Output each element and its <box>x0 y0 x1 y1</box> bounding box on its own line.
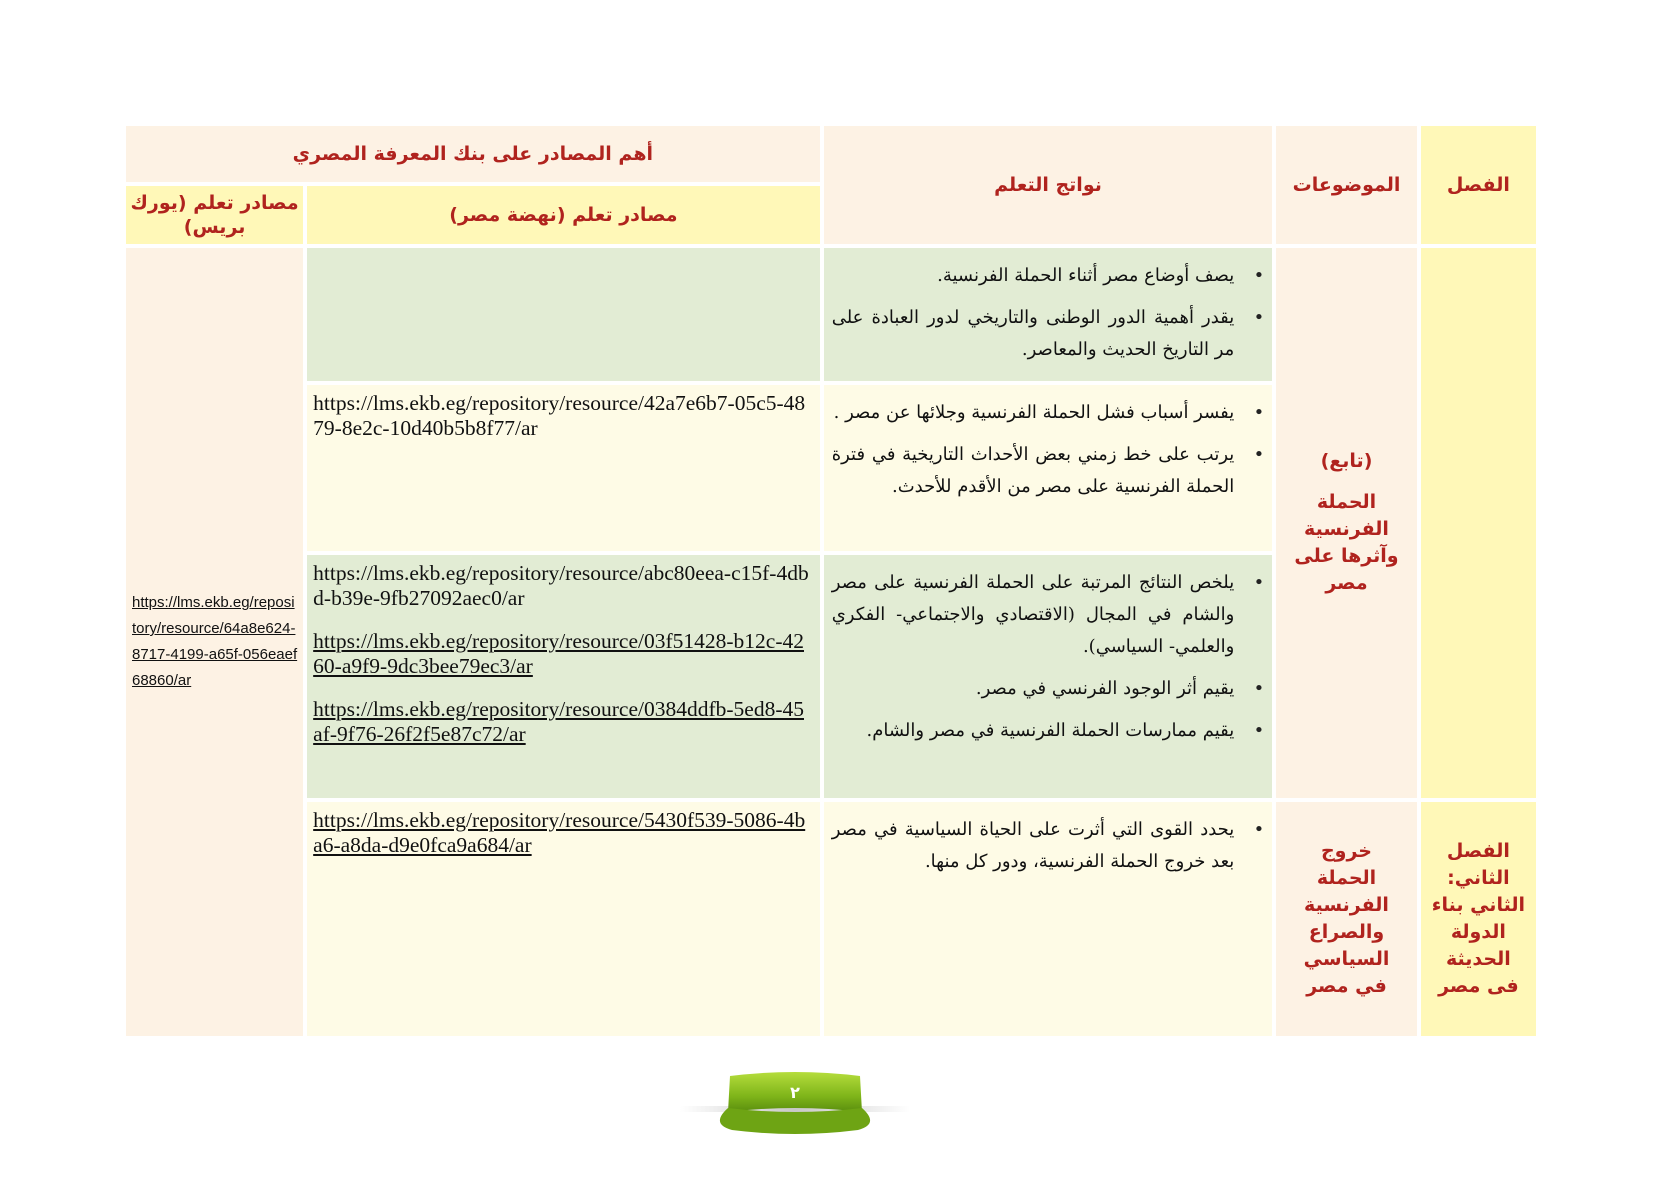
page-number-badge <box>680 1068 910 1136</box>
topic-cell-2 <box>1276 802 1416 1036</box>
nahdet-cell-2 <box>307 385 820 551</box>
outcomes-list-3 <box>824 555 1273 747</box>
header-outcomes-label: نواتج التعلم <box>994 174 1102 197</box>
nahdet-link[interactable]: https://lms.ekb.eg/repository/resource/abc80eea-c15f-4dbd-b39e-9fb27092aec0/ar <box>313 560 809 610</box>
outcomes-cell-3 <box>824 555 1273 798</box>
header-sources-group <box>126 126 820 182</box>
chapter-cell-1 <box>1421 248 1536 797</box>
nahdet-link[interactable]: https://lms.ekb.eg/repository/resource/0384ddfb-5ed8-45af-9f76-26f2f5e87c72/ar <box>313 696 804 746</box>
nahdet-link[interactable]: https://lms.ekb.eg/repository/resource/03f51428-b12c-4260-a9f9-9dc3bee79ec3/ar <box>313 628 804 678</box>
page-number: ٢ <box>790 1083 800 1102</box>
nahdet-links-2 <box>307 385 820 441</box>
nahdet-link[interactable]: https://lms.ekb.eg/repository/resource/42a7e6b7-05c5-4879-8e2c-10d40b5b8f77/ar <box>313 390 806 440</box>
topic-2-title: خروج الحملة الفرنسية والصراع السياسي في مصر <box>1303 839 1390 997</box>
nahdet-link[interactable]: https://lms.ekb.eg/repository/resource/5430f539-5086-4ba6-a8da-d9e0fca9a684/ar <box>313 807 806 857</box>
outcome-item: • يقيم ممارسات الحملة الفرنسية في مصر والشام. <box>832 715 1235 747</box>
nahdet-cell-1 <box>307 248 820 381</box>
topic-1-title: الحملة الفرنسية وآثرها على مصر <box>1294 491 1399 595</box>
header-topics <box>1276 126 1416 244</box>
outcomes-cell-4 <box>824 802 1273 1036</box>
outcome-item: • يحدد القوى التي أثرت على الحياة السياسية في مصر بعد خروج الحملة الفرنسية، ودور كل منها. <box>832 814 1235 878</box>
outcome-item: • يرتب على خط زمني بعض الأحداث التاريخية في فترة الحملة الفرنسية على مصر من الأقدم للأحدث. <box>832 439 1235 503</box>
york-link[interactable]: https://lms.ekb.eg/repository/resource/64a8e624-8717-4199-a65f-056eaef68860/ar <box>132 594 298 690</box>
header-sources-group-label: أهم المصادر على بنك المعرفة المصري <box>292 143 654 165</box>
outcome-item: • يقدر أهمية الدور الوطنى والتاريخي لدور العبادة على مر التاريخ الحديث والمعاصر. <box>832 302 1235 366</box>
chapter-cell-2 <box>1421 802 1536 1036</box>
nahdet-cell-4 <box>307 802 820 1036</box>
header-outcomes <box>824 126 1273 244</box>
header-source-york-label: مصادر تعلم (يورك بريس) <box>130 192 299 239</box>
topic-1-follow: (تابع) <box>1320 450 1373 473</box>
nahdet-cell-3 <box>307 555 820 798</box>
header-source-nahdet-label: مصادر تعلم (نهضة مصر) <box>449 204 678 227</box>
outcomes-cell-1 <box>824 248 1273 381</box>
outcomes-cell-2 <box>824 385 1273 551</box>
chapter-2-title: الفصل الثاني: الثاني بناء الدولة الحديثة فى مصر <box>1431 839 1525 997</box>
outcomes-list-1 <box>824 248 1273 366</box>
topic-cell-1 <box>1276 248 1416 797</box>
header-source-york <box>126 186 303 244</box>
outcome-item: • يقيم أثر الوجود الفرنسي في مصر. <box>832 673 1235 705</box>
header-topics-label: الموضوعات <box>1292 174 1401 197</box>
outcomes-list-2 <box>824 385 1273 503</box>
nahdet-links-4 <box>307 802 820 858</box>
nahdet-links-3 <box>307 555 820 747</box>
outcome-item: • يفسر أسباب فشل الحملة الفرنسية وجلائها عن مصر . <box>832 397 1235 429</box>
curriculum-table <box>122 122 1540 1040</box>
outcome-item: • يلخص النتائج المرتبة على الحملة الفرنسية على مصر والشام في المجال (الاقتصادي والاجتماعي- الفكري والعلمي- السياسي). <box>832 567 1235 663</box>
outcome-item: • يصف أوضاع مصر أثناء الحملة الفرنسية. <box>832 260 1235 292</box>
outcomes-list-4 <box>824 802 1273 878</box>
header-chapter-label: الفصل <box>1446 174 1510 197</box>
york-cell <box>126 248 303 1036</box>
header-source-nahdet <box>307 186 820 244</box>
header-chapter <box>1421 126 1536 244</box>
